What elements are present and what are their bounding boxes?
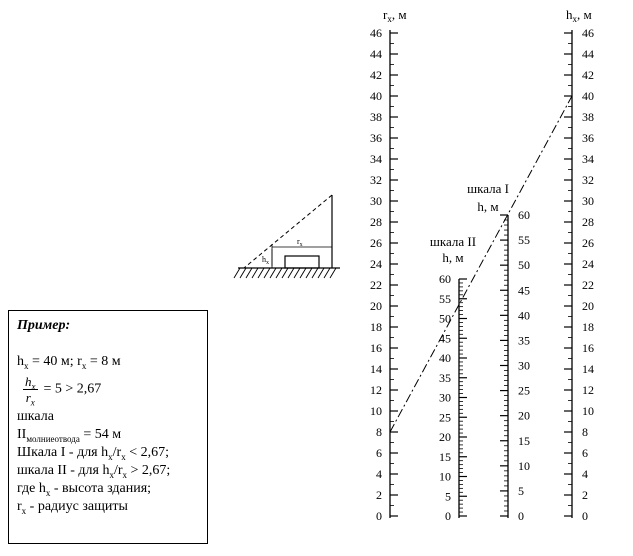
hatch-stroke	[234, 268, 240, 278]
rx-tick-label: 46	[370, 26, 382, 40]
scale2-tick-label: 5	[445, 489, 451, 504]
hx-tick-label: 6	[582, 446, 588, 460]
rx-tick-label: 8	[376, 425, 382, 439]
scale-2-title: шкала II	[429, 234, 477, 249]
example-rod-height: $II_{молниеотвода} = 54$ м	[17, 427, 122, 444]
scale2-tick-label: 25	[439, 410, 451, 425]
rx-tick-label: 36	[370, 131, 382, 145]
sketch-hx-label: $h_x$	[262, 255, 269, 266]
hatch-stroke	[330, 268, 336, 278]
hx-axis-label: $h_x$, м	[566, 7, 592, 24]
hx-tick-label: 46	[582, 26, 594, 40]
rx-tick-label: 26	[370, 236, 382, 250]
scale2-tick-label: 20	[439, 430, 451, 444]
example-rule-2: шкала II - для $h_x/r_x > 2,67$;	[17, 463, 171, 480]
scale1-tick-label: 5	[518, 483, 524, 498]
hatch-stroke	[324, 268, 330, 278]
hx-tick-label: 28	[582, 215, 594, 229]
scale2-tick-label: 10	[439, 469, 451, 484]
scale1-tick-label: 30	[518, 358, 530, 373]
rx-tick-label: 32	[370, 173, 382, 187]
hatch-stroke	[240, 268, 246, 278]
rx-tick-label: 24	[370, 257, 382, 271]
scale1-tick-label: 20	[518, 408, 530, 423]
rx-tick-label: 14	[370, 362, 382, 376]
hatch-stroke	[300, 268, 306, 278]
hx-tick-label: 32	[582, 173, 594, 187]
hatch-stroke	[312, 268, 318, 278]
hx-tick-label: 44	[582, 47, 594, 61]
rx-tick-label: 16	[370, 341, 382, 355]
scale1-tick-label: 55	[518, 233, 530, 248]
hx-tick-label: 10	[582, 404, 594, 418]
scale1-tick-label: 40	[518, 308, 530, 323]
scale2-tick-label: 45	[439, 331, 451, 346]
hatch-stroke	[318, 268, 324, 278]
scale1-tick-label: 60	[518, 208, 530, 222]
hatch-stroke	[258, 268, 264, 278]
scale2-tick-label: 60	[439, 272, 451, 286]
sketch-building	[285, 256, 319, 268]
rx-axis-label: $r_x$, м	[383, 7, 407, 24]
hx-tick-label: 42	[582, 68, 594, 82]
rx-tick-label: 22	[370, 278, 382, 292]
scale2-tick-label: 30	[439, 390, 451, 405]
example-title: Пример:	[17, 318, 71, 333]
hx-tick-label: 12	[582, 383, 594, 397]
scale-2-unit: h, м	[442, 250, 464, 265]
rx-axis	[370, 7, 407, 523]
hatch-stroke	[252, 268, 258, 278]
hx-tick-label: 0	[582, 509, 588, 523]
rx-tick-label: 30	[370, 194, 382, 208]
scale-1-ticks	[500, 208, 530, 523]
rx-tick-label: 42	[370, 68, 382, 82]
example-rule-1: Шкала I - для $h_x/r_x < 2,67$;	[17, 445, 169, 462]
example-ratio: $\frac{h_x}{r_x}$ = 5 > 2,67	[25, 374, 102, 408]
hx-tick-label: 18	[582, 320, 594, 334]
scale2-tick-label: 55	[439, 291, 451, 306]
hx-ticks	[564, 26, 594, 523]
example-scale-word: шкала	[17, 409, 54, 424]
scale1-tick-label: 0	[518, 509, 524, 523]
sketch-ground-hatch	[234, 268, 336, 278]
example-line	[390, 96, 572, 432]
rx-tick-label: 2	[376, 488, 382, 502]
hx-tick-label: 14	[582, 362, 594, 376]
rx-tick-label: 12	[370, 383, 382, 397]
scale1-tick-label: 50	[518, 258, 530, 273]
scale2-tick-label: 15	[439, 449, 451, 464]
scale-1-title: шкала I	[467, 181, 509, 196]
hatch-stroke	[276, 268, 282, 278]
hx-axis	[564, 7, 594, 523]
example-given-values: $h_x = 40$ м; $r_x = 8$ м	[17, 354, 121, 371]
rx-tick-label: 34	[370, 152, 382, 166]
hx-tick-label: 38	[582, 110, 594, 124]
hx-tick-label: 26	[582, 236, 594, 250]
scale-2	[430, 234, 476, 523]
hatch-stroke	[270, 268, 276, 278]
hatch-stroke	[246, 268, 252, 278]
hx-tick-label: 20	[582, 299, 594, 313]
scale1-tick-label: 25	[518, 383, 530, 398]
hx-tick-label: 36	[582, 131, 594, 145]
hatch-stroke	[306, 268, 312, 278]
rx-tick-label: 10	[370, 404, 382, 418]
hx-tick-label: 30	[582, 194, 594, 208]
hatch-stroke	[294, 268, 300, 278]
scale1-tick-label: 35	[518, 333, 530, 348]
hx-tick-label: 40	[582, 89, 594, 103]
hx-tick-label: 4	[582, 467, 588, 481]
scale1-tick-label: 10	[518, 458, 530, 473]
scale1-tick-label: 45	[518, 283, 530, 298]
hatch-stroke	[288, 268, 294, 278]
example-definition-1: где $h_x$ - высота здания;	[17, 481, 152, 498]
rx-tick-label: 44	[370, 47, 382, 61]
hx-tick-label: 8	[582, 425, 588, 439]
example-fraction: $\frac{h_x}{r_x}$	[25, 374, 36, 408]
rx-tick-label: 0	[376, 509, 382, 523]
scale2-tick-label: 50	[439, 311, 451, 326]
hx-tick-label: 34	[582, 152, 594, 166]
hatch-stroke	[282, 268, 288, 278]
scale-1-unit: h, м	[477, 199, 499, 214]
protection-sketch	[234, 195, 340, 278]
hx-tick-label: 24	[582, 257, 594, 271]
hx-tick-label: 16	[582, 341, 594, 355]
scale2-tick-label: 40	[439, 351, 451, 365]
scale1-tick-label: 15	[518, 433, 530, 448]
rx-tick-label: 18	[370, 320, 382, 334]
rx-tick-label: 4	[376, 467, 382, 481]
example-box	[8, 310, 208, 544]
hx-tick-label: 2	[582, 488, 588, 502]
hatch-stroke	[264, 268, 270, 278]
rx-tick-label: 38	[370, 110, 382, 124]
scale2-tick-label: 0	[445, 509, 451, 523]
scale-2-ticks	[439, 272, 467, 523]
example-definition-2: $r_x$ - радиус защиты	[17, 499, 128, 516]
rx-tick-label: 20	[370, 299, 382, 313]
sketch-rx-label: $r_x$	[297, 237, 303, 248]
rx-tick-label: 40	[370, 89, 382, 103]
scale2-tick-label: 35	[439, 370, 451, 385]
rx-tick-label: 6	[376, 446, 382, 460]
rx-tick-label: 28	[370, 215, 382, 229]
hx-tick-label: 22	[582, 278, 594, 292]
rx-ticks	[370, 26, 398, 523]
